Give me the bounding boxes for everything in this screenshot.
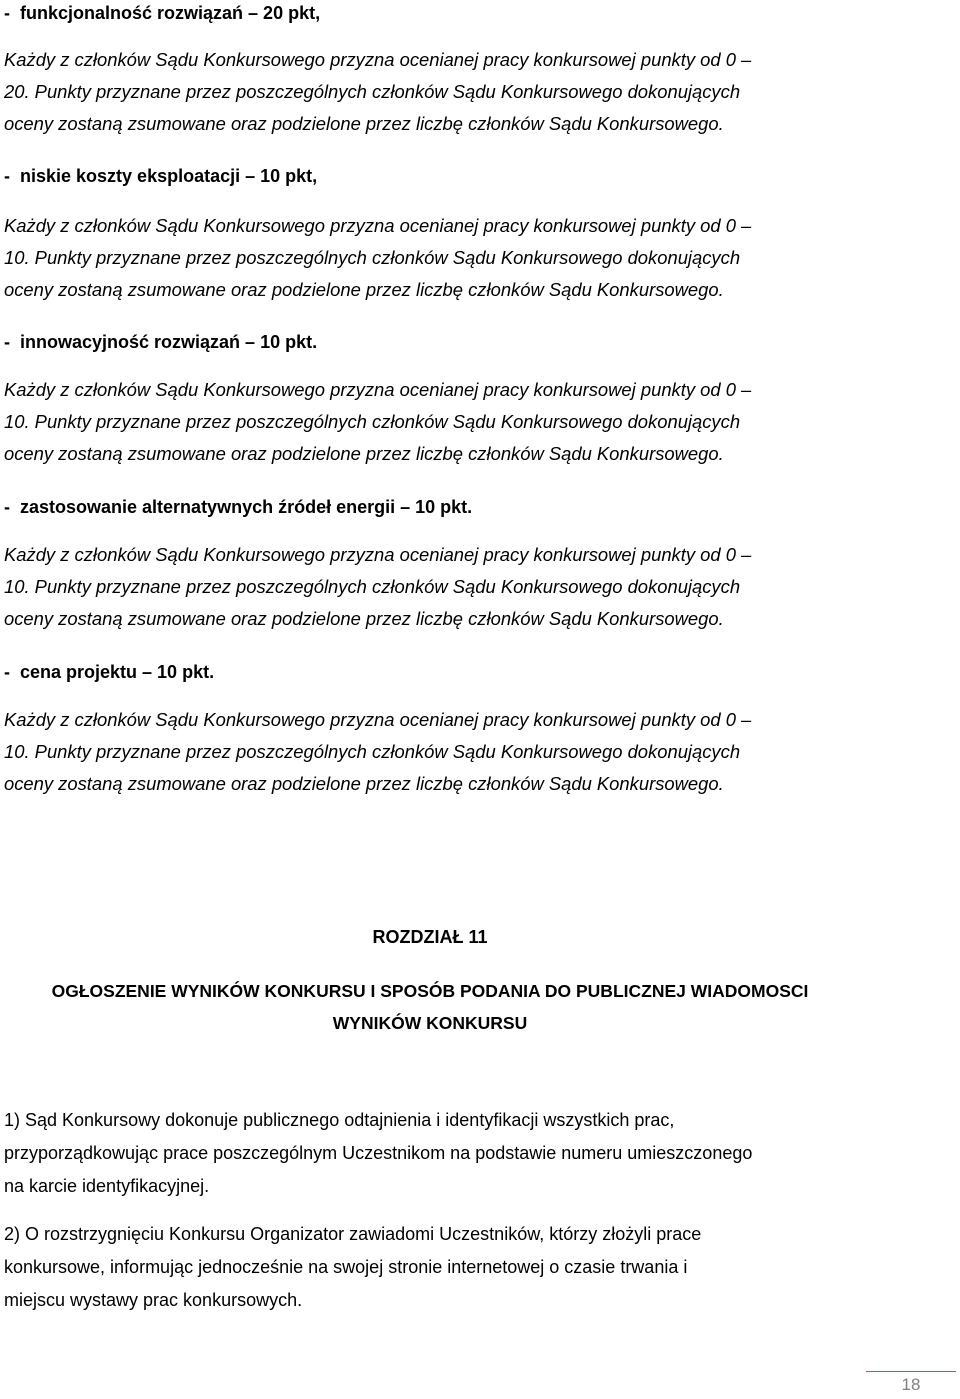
bullet-dash: -: [4, 166, 10, 186]
bullet-dash: -: [4, 662, 10, 682]
criterion-description: Każdy z członków Sądu Konkursowego przyzna ocenianej pracy konkursowej punkty od 0 – 10. Punkty przyznane przez poszczególnych członków Sądu Konkursowego dokonujących oceny zostaną zsumowane oraz podzielone przez liczbę członków Sądu Konkursowego.: [4, 379, 752, 464]
criterion-heading: - cena projektu – 10 pkt.: [4, 662, 215, 682]
page-number: 18: [901, 1375, 921, 1394]
bullet-dash: -: [4, 332, 10, 352]
body-paragraph: 2) O rozstrzygnięciu Konkursu Organizator zawiadomi Uczestników, którzy złożyli prace konkursowe, informując jednocześnie na swojej stronie internetowej o czasie trwania i miejscu wystawy prac konkursowych.: [4, 1224, 702, 1310]
criterion-heading: - innowacyjność rozwiązań – 10 pkt.: [4, 332, 318, 352]
bullet-dash: -: [4, 3, 10, 23]
body-paragraph: 1) Sąd Konkursowy dokonuje publicznego odtajnienia i identyfikacji wszystkich prac, przyporządkowując prace poszczególnym Uczestnikom na podstawie numeru umieszczonego na karcie identyfikacyjnej.: [4, 1110, 753, 1196]
criterion-heading: - funkcjonalność rozwiązań – 20 pkt,: [4, 3, 321, 23]
criterion-description: Każdy z członków Sądu Konkursowego przyzna ocenianej pracy konkursowej punkty od 0 – 10. Punkty przyznane przez poszczególnych członków Sądu Konkursowego dokonujących oceny zostaną zsumowane oraz podzielone przez liczbę członków Sądu Konkursowego.: [4, 709, 752, 794]
criterion-description: Każdy z członków Sądu Konkursowego przyzna ocenianej pracy konkursowej punkty od 0 – 10. Punkty przyznane przez poszczególnych członków Sądu Konkursowego dokonujących oceny zostaną zsumowane oraz podzielone przez liczbę członków Sądu Konkursowego.: [4, 215, 752, 300]
criterion-description: Każdy z członków Sądu Konkursowego przyzna ocenianej pracy konkursowej punkty od 0 – 20. Punkty przyznane przez poszczególnych członków Sądu Konkursowego dokonujących oceny zostaną zsumowane oraz podzielone przez liczbę członków Sądu Konkursowego.: [4, 49, 752, 134]
bullet-dash: -: [4, 497, 10, 517]
chapter-title: OGŁOSZENIE WYNIKÓW KONKURSU I SPOSÓB PODANIA DO PUBLICZNEJ WIADOMOSCI WYNIKÓW KONKURSU: [51, 981, 809, 1033]
criterion-heading: - zastosowanie alternatywnych źródeł energii – 10 pkt.: [4, 497, 473, 517]
criterion-heading: - niskie koszty eksploatacji – 10 pkt,: [4, 166, 318, 186]
chapter-number: ROZDZIAŁ 11: [372, 927, 488, 947]
footer-rule: [866, 1371, 956, 1372]
criterion-description: Każdy z członków Sądu Konkursowego przyzna ocenianej pracy konkursowej punkty od 0 – 10. Punkty przyznane przez poszczególnych członków Sądu Konkursowego dokonujących oceny zostaną zsumowane oraz podzielone przez liczbę członków Sądu Konkursowego.: [4, 544, 752, 629]
